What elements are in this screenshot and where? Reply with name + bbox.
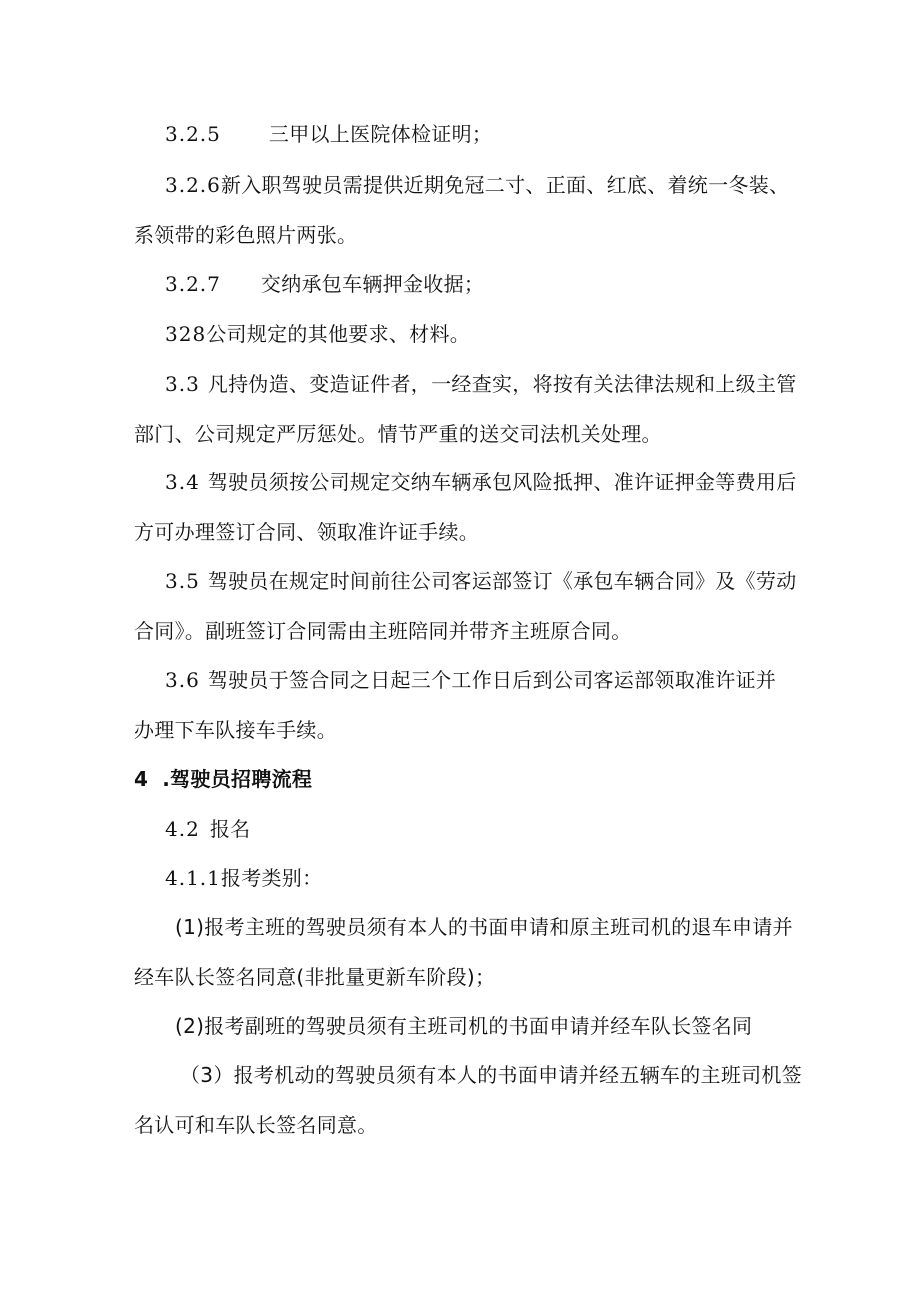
clause-328 — [165, 320, 470, 348]
clause-text: 三甲以上医院体检证明； — [268, 122, 493, 146]
clause-text: 驾驶员须按公司规定交纳车辆承包风险抵押、准许证押金等费用后 — [207, 470, 797, 494]
clause-number: 3.5 — [165, 569, 200, 593]
clause-text: 合同》。副班签订合同需由主班陪同并带齐主班原合同。 — [134, 619, 632, 643]
clause-3-4 — [165, 468, 797, 496]
clause-4-2 — [165, 815, 250, 843]
clause-3-6 — [165, 666, 776, 694]
item-text: （3）报考机动的驾驶员须有本人的书面申请并经五辆车的主班司机签 — [180, 1063, 803, 1087]
item-1 — [175, 913, 793, 941]
item-text: (1)报考主班的驾驶员须有本人的书面申请和原主班司机的退车申请并 — [175, 915, 793, 939]
clause-3-2-7 — [165, 270, 484, 298]
item-3 — [180, 1061, 802, 1089]
clause-text: 交纳承包车辆押金收据； — [260, 272, 485, 296]
item-text: 经车队长签名同意(非批量更新车阶段)； — [134, 965, 496, 989]
clause-3-2-6-cont — [134, 221, 357, 249]
section-heading-4 — [134, 765, 312, 793]
item-3-cont — [134, 1111, 378, 1139]
clause-text: 新入职驾驶员需提供近期免冠二寸、正面、红底、着统一冬装、 — [220, 173, 790, 197]
clause-text: 驾驶员于签合同之日起三个工作日后到公司客运部领取准许证并 — [207, 668, 777, 692]
clause-number: 3.4 — [165, 470, 200, 494]
clause-text: 公司规定的其他要求、材料。 — [206, 322, 471, 346]
section-title: .驾驶员招聘流程 — [162, 767, 313, 791]
clause-number: 3.2.7 — [165, 272, 221, 296]
clause-text: 报考类别： — [220, 866, 323, 890]
clause-number: 3.2.5 — [165, 122, 221, 146]
clause-number: 4.2 — [165, 817, 200, 841]
item-2 — [175, 1012, 752, 1040]
clause-number: 3.3 — [165, 372, 200, 396]
clause-3-3 — [165, 370, 797, 398]
clause-3-2-5 — [165, 120, 492, 148]
clause-3-5 — [165, 567, 797, 595]
clause-text: 驾驶员在规定时间前往公司客运部签订《承包车辆合同》及《劳动 — [207, 569, 797, 593]
clause-text: 办理下车队接车手续。 — [134, 718, 337, 742]
clause-4-1-1 — [165, 864, 322, 892]
clause-text: 系领带的彩色照片两张。 — [134, 223, 358, 247]
clause-text: 方可办理签订合同、领取准许证手续。 — [134, 520, 480, 544]
clause-number: 328 — [165, 322, 207, 346]
clause-text: 部门、公司规定严厉惩处。情节严重的送交司法机关处理。 — [134, 422, 662, 446]
clause-text: 报名 — [209, 817, 251, 841]
clause-3-2-6 — [165, 171, 789, 199]
clause-3-6-cont — [134, 716, 337, 744]
clause-3-5-cont — [134, 617, 632, 645]
clause-number: 3.6 — [165, 668, 200, 692]
clause-number: 4.1.1 — [165, 866, 221, 890]
clause-number: 3.2.6 — [165, 173, 221, 197]
section-number: 4 — [134, 767, 149, 791]
clause-text: 凡持伪造、变造证件者，一经查实，将按有关法律法规和上级主管 — [207, 372, 797, 396]
item-text: (2)报考副班的驾驶员须有主班司机的书面申请并经车队长签名同 — [175, 1014, 753, 1038]
item-1-cont — [134, 963, 495, 991]
clause-3-3-cont — [134, 420, 662, 448]
clause-3-4-cont — [134, 518, 479, 546]
item-text: 名认可和车队长签名同意。 — [134, 1113, 378, 1137]
